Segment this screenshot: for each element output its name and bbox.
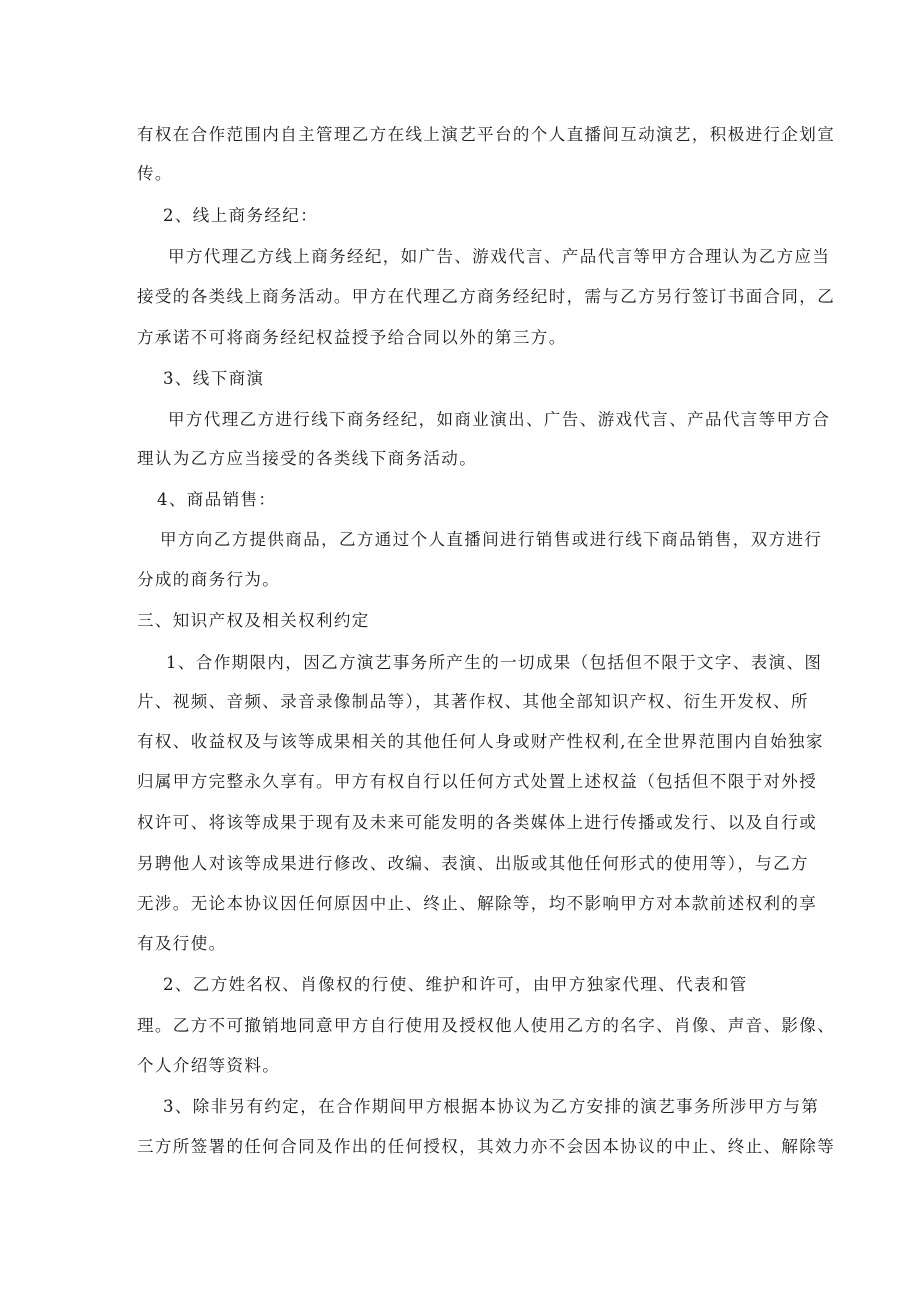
text-line: 甲方代理乙方进行线下商务经纪，如商业演出、广告、游戏代言、产品代言等甲方合 xyxy=(168,410,831,429)
text-line: 1、合作期限内，因乙方演艺事务所产生的一切成果（包括但不限于文字、表演、图 xyxy=(166,653,823,672)
text-line: 理认为乙方应当接受的各类线下商务活动。 xyxy=(137,449,478,468)
text-line: 方承诺不可将商务经纪权益授予给合同以外的第三方。 xyxy=(137,328,567,347)
text-line: 甲方代理乙方线上商务经纪，如广告、游戏代言、产品代言等甲方合理认为乙方应当 xyxy=(168,247,831,266)
text-line: 传。 xyxy=(137,164,173,183)
text-line: 分成的商务行为。 xyxy=(137,570,281,589)
text-line: 另聘他人对该等成果进行修改、改编、表演、出版或其他任何形式的使用等），与乙方 xyxy=(137,854,809,873)
text-line: 归属甲方完整永久享有。甲方有权自行以任何方式处置上述权益（包括但不限于对外授 xyxy=(137,772,818,791)
text-line: 有及行使。 xyxy=(137,934,227,953)
text-line: 甲方向乙方提供商品，乙方通过个人直播间进行销售或进行线下商品销售，双方进行 xyxy=(160,530,823,549)
text-line: 理。乙方不可撤销地同意甲方自行使用及授权他人使用乙方的名字、肖像、声音、影像、 xyxy=(137,1016,836,1035)
section-heading: 3、线下商演 xyxy=(163,369,265,388)
text-line: 接受的各类线上商务活动。甲方在代理乙方商务经纪时，需与乙方另行签订书面合同，乙 xyxy=(137,287,836,306)
section-heading: 2、线上商务经纪： xyxy=(163,206,319,225)
text-line: 三方所签署的任何合同及作出的任何授权，其效力亦不会因本协议的中止、终止、解除等 xyxy=(137,1137,836,1156)
text-line: 3、除非另有约定，在合作期间甲方根据本协议为乙方安排的演艺事务所涉甲方与第 xyxy=(163,1097,820,1116)
text-line: 无涉。无论本协议因任何原因中止、终止、解除等，均不影响甲方对本款前述权利的享 xyxy=(137,894,818,913)
text-line: 个人介绍等资料。 xyxy=(137,1056,281,1075)
text-line: 有权在合作范围内自主管理乙方在线上演艺平台的个人直播间互动演艺，积极进行企划宣 xyxy=(137,125,836,144)
text-line: 有权、收益权及与该等成果相关的其他任何人身或财产性权利,在全世界范围内自始独家 xyxy=(137,732,824,751)
chapter-heading: 三、知识产权及相关权利约定 xyxy=(137,611,370,630)
text-line: 片、视频、音频、录音录像制品等），其著作权、其他全部知识产权、衍生开发权、所 xyxy=(137,692,809,711)
text-line: 2、乙方姓名权、肖像权的行使、维护和许可，由甲方独家代理、代表和管 xyxy=(163,975,748,994)
section-heading: 4、商品销售： xyxy=(157,490,277,509)
text-line: 权许可、将该等成果于现有及未来可能发明的各类媒体上进行传播或发行、以及自行或 xyxy=(137,813,818,832)
